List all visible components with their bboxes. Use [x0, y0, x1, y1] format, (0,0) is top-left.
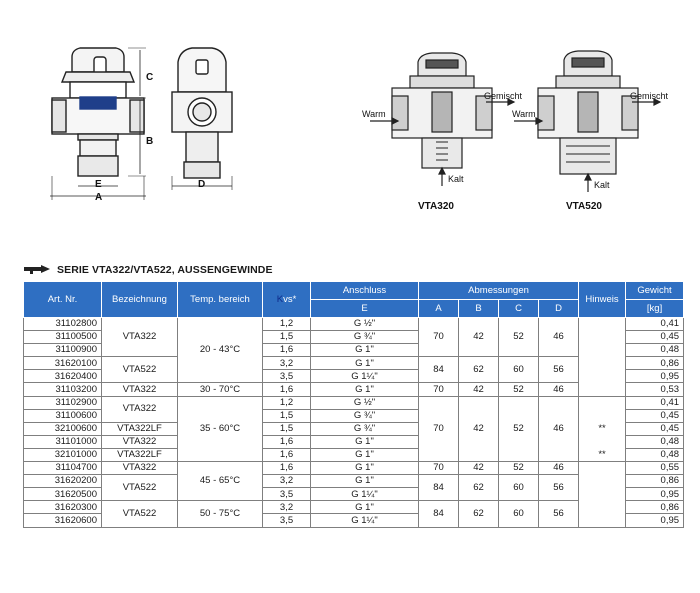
cell-art-nr: 31102900 — [24, 396, 102, 409]
cell-dim-c: 60 — [499, 357, 539, 383]
dim-a-label: A — [95, 192, 103, 203]
cell-temp: 45 - 65°C — [178, 462, 263, 501]
cell-anschluss: G 1" — [311, 435, 419, 448]
th-b: B — [459, 300, 499, 318]
th-gewicht-unit: [kg] — [626, 300, 684, 318]
cell-temp: 35 - 60°C — [178, 396, 263, 461]
cell-anschluss: G ½" — [311, 318, 419, 331]
vta320-title: VTA320 — [418, 201, 454, 212]
cell-hinweis: ** — [579, 422, 626, 435]
cell-anschluss: G ¾" — [311, 422, 419, 435]
series-arrow-icon — [23, 265, 51, 275]
vta320-section — [370, 53, 514, 186]
cell-anschluss: G 1" — [311, 383, 419, 396]
th-anschluss-e: E — [311, 300, 419, 318]
cell-gewicht: 0,48 — [626, 435, 684, 448]
cell-anschluss: G 1" — [311, 475, 419, 488]
cell-kvs: 3,5 — [263, 488, 311, 501]
cell-dim-d: 46 — [539, 462, 579, 475]
cell-kvs: 1,2 — [263, 396, 311, 409]
table-header-row-1 — [24, 282, 684, 300]
cell-kvs: 3,5 — [263, 370, 311, 383]
cell-gewicht: 0,41 — [626, 318, 684, 331]
cell-anschluss: G 1" — [311, 501, 419, 514]
cell-hinweis — [579, 462, 626, 527]
cell-anschluss: G 1¼" — [311, 514, 419, 527]
cell-kvs: 1,5 — [263, 409, 311, 422]
cell-anschluss: G 1" — [311, 462, 419, 475]
cell-dim-d: 46 — [539, 383, 579, 396]
cell-dim-a: 70 — [419, 383, 459, 396]
table-row — [24, 318, 684, 331]
th-temp: Temp. bereich — [178, 282, 263, 318]
cell-bezeichnung: VTA522 — [102, 357, 178, 383]
cell-dim-b: 62 — [459, 501, 499, 527]
vta320-kalt-label: Kalt — [448, 174, 464, 184]
vta520-gemischt-label: Gemischt — [630, 91, 669, 101]
cell-gewicht: 0,55 — [626, 462, 684, 475]
cell-bezeichnung: VTA322LF — [102, 422, 178, 435]
cell-dim-d: 56 — [539, 475, 579, 501]
cell-gewicht: 0,95 — [626, 488, 684, 501]
table-row — [24, 435, 684, 448]
cell-dim-a: 84 — [419, 501, 459, 527]
cell-bezeichnung: VTA522 — [102, 475, 178, 501]
dim-d-label: D — [198, 179, 206, 190]
cell-anschluss: G 1¼" — [311, 488, 419, 501]
vta520-kalt-label: Kalt — [594, 180, 610, 190]
cell-kvs: 1,6 — [263, 435, 311, 448]
cell-bezeichnung: VTA322 — [102, 383, 178, 396]
cell-dim-c: 52 — [499, 318, 539, 357]
cell-bezeichnung: VTA322 — [102, 396, 178, 422]
cell-hinweis — [579, 318, 626, 397]
cell-temp: 20 - 43°C — [178, 318, 263, 383]
cell-art-nr: 31620100 — [24, 357, 102, 370]
cell-dim-a: 70 — [419, 318, 459, 357]
cell-gewicht: 0,86 — [626, 501, 684, 514]
cell-art-nr: 31101000 — [24, 435, 102, 448]
cell-dim-a: 84 — [419, 475, 459, 501]
cell-kvs: 1,6 — [263, 383, 311, 396]
cell-temp: 50 - 75°C — [178, 501, 263, 527]
vta320-gemischt-label: Gemischt — [484, 91, 523, 101]
th-c: C — [499, 300, 539, 318]
th-abmessungen: Abmessungen — [419, 282, 579, 300]
cell-dim-d: 56 — [539, 357, 579, 383]
cell-anschluss: G ¾" — [311, 331, 419, 344]
cell-kvs: 1,6 — [263, 344, 311, 357]
th-d: D — [539, 300, 579, 318]
valve-front-view — [172, 48, 232, 190]
cell-anschluss: G 1¼" — [311, 370, 419, 383]
cell-art-nr: 31620200 — [24, 475, 102, 488]
cell-art-nr: 32101000 — [24, 448, 102, 461]
th-kvs — [263, 282, 311, 318]
cell-dim-d: 46 — [539, 396, 579, 461]
cell-kvs: 1,2 — [263, 318, 311, 331]
cell-gewicht: 0,95 — [626, 514, 684, 527]
vta520-title: VTA520 — [566, 201, 602, 212]
cell-gewicht: 0,45 — [626, 409, 684, 422]
vta520-section — [514, 51, 660, 192]
th-a: A — [419, 300, 459, 318]
cell-hinweis — [579, 435, 626, 448]
cell-art-nr: 31100500 — [24, 331, 102, 344]
th-bezeichnung: Bezeichnung — [102, 282, 178, 318]
cell-bezeichnung: VTA322 — [102, 462, 178, 475]
th-kvs-rest: vs* — [283, 293, 297, 305]
cell-kvs: 3,2 — [263, 357, 311, 370]
cell-bezeichnung: VTA322 — [102, 435, 178, 448]
cell-art-nr: 31100600 — [24, 409, 102, 422]
cell-anschluss: G 1" — [311, 448, 419, 461]
cell-kvs: 3,2 — [263, 475, 311, 488]
vta520-warm-label: Warm — [512, 109, 536, 119]
cell-dim-b: 42 — [459, 318, 499, 357]
cell-gewicht: 0,45 — [626, 422, 684, 435]
cell-hinweis — [579, 396, 626, 409]
cell-dim-d: 46 — [539, 318, 579, 357]
cell-kvs: 1,6 — [263, 462, 311, 475]
cell-dim-a: 84 — [419, 357, 459, 383]
cell-art-nr: 31620400 — [24, 370, 102, 383]
cell-kvs: 3,2 — [263, 501, 311, 514]
cell-art-nr: 31100900 — [24, 344, 102, 357]
cell-art-nr: 31104700 — [24, 462, 102, 475]
cell-anschluss: G ¾" — [311, 409, 419, 422]
cell-kvs: 1,6 — [263, 448, 311, 461]
cell-art-nr: 31620600 — [24, 514, 102, 527]
cell-bezeichnung: VTA522 — [102, 501, 178, 527]
cell-art-nr: 31102800 — [24, 318, 102, 331]
cell-dim-c: 52 — [499, 462, 539, 475]
cell-dim-a: 70 — [419, 396, 459, 461]
cell-gewicht: 0,95 — [626, 370, 684, 383]
table-row — [24, 462, 684, 475]
cell-dim-c: 52 — [499, 383, 539, 396]
cell-kvs: 3,5 — [263, 514, 311, 527]
cell-bezeichnung: VTA322LF — [102, 448, 178, 461]
th-art-nr: Art. Nr. — [24, 282, 102, 318]
cell-gewicht: 0,53 — [626, 383, 684, 396]
dim-e-label: E — [95, 179, 102, 190]
dim-b-label: B — [146, 136, 154, 147]
dim-c-label: C — [146, 72, 154, 83]
cell-art-nr: 31620500 — [24, 488, 102, 501]
cell-dim-b: 42 — [459, 396, 499, 461]
series-title — [23, 263, 273, 277]
cell-gewicht: 0,86 — [626, 475, 684, 488]
th-hinweis: Hinweis — [579, 282, 626, 318]
cell-gewicht: 0,45 — [626, 331, 684, 344]
cell-kvs: 1,5 — [263, 331, 311, 344]
cell-dim-c: 60 — [499, 475, 539, 501]
valve-drawings-svg — [0, 0, 700, 250]
cell-art-nr: 31103200 — [24, 383, 102, 396]
cell-dim-c: 60 — [499, 501, 539, 527]
cell-gewicht: 0,48 — [626, 448, 684, 461]
cell-dim-c: 52 — [499, 396, 539, 461]
cell-anschluss: G 1" — [311, 344, 419, 357]
cell-anschluss: G 1" — [311, 357, 419, 370]
th-anschluss: Anschluss — [311, 282, 419, 300]
cell-gewicht: 0,86 — [626, 357, 684, 370]
cell-temp: 30 - 70°C — [178, 383, 263, 396]
cell-dim-a: 70 — [419, 462, 459, 475]
cell-dim-b: 42 — [459, 462, 499, 475]
cell-dim-d: 56 — [539, 501, 579, 527]
cell-dim-b: 62 — [459, 475, 499, 501]
vta320-warm-label: Warm — [362, 109, 386, 119]
spec-table — [23, 281, 684, 528]
cell-dim-b: 42 — [459, 383, 499, 396]
table-row — [24, 422, 684, 435]
cell-gewicht: 0,41 — [626, 396, 684, 409]
cell-anschluss: G ½" — [311, 396, 419, 409]
table-row — [24, 396, 684, 409]
cell-art-nr: 31620300 — [24, 501, 102, 514]
cell-hinweis: ** — [579, 448, 626, 461]
cell-bezeichnung: VTA322 — [102, 318, 178, 357]
th-gewicht: Gewicht — [626, 282, 684, 300]
th-kvs-k: K — [276, 293, 284, 305]
cell-art-nr: 32100600 — [24, 422, 102, 435]
table-row — [24, 448, 684, 461]
cell-gewicht: 0,48 — [626, 344, 684, 357]
cell-dim-b: 62 — [459, 357, 499, 383]
cell-kvs: 1,5 — [263, 422, 311, 435]
series-title-text: SERIE VTA322/VTA522, AUSSENGEWINDE — [57, 264, 273, 276]
technical-drawings — [0, 0, 700, 250]
cell-hinweis — [579, 409, 626, 422]
valve-side-view — [50, 48, 146, 200]
